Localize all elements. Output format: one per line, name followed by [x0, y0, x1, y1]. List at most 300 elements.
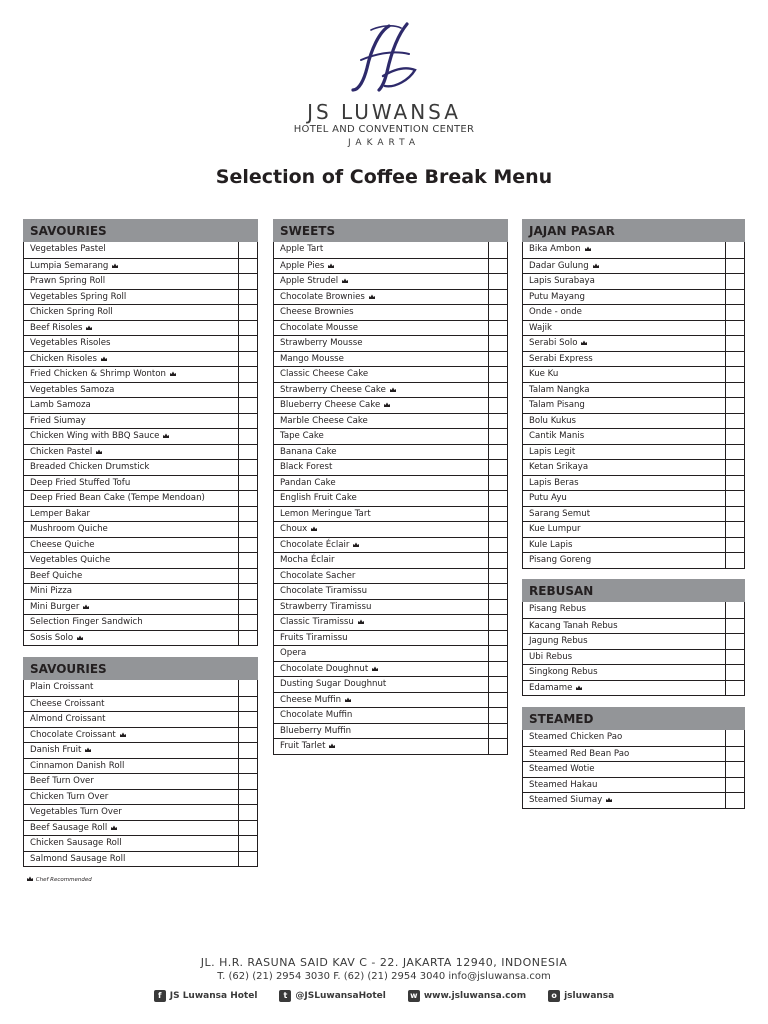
- menu-item: [24, 475, 257, 491]
- menu-item-label: Bika Ambon: [529, 244, 581, 254]
- menu-item-checkbox[interactable]: [725, 602, 744, 618]
- menu-item-name: [24, 242, 238, 258]
- menu-item: [274, 397, 507, 413]
- menu-item-checkbox[interactable]: [238, 790, 257, 805]
- menu-item-checkbox[interactable]: [238, 743, 257, 758]
- menu-item-name: [24, 538, 238, 553]
- menu-item-checkbox[interactable]: [488, 259, 507, 274]
- menu-item: [24, 537, 257, 553]
- menu-item-label: Chicken Wing with BBQ Sauce: [30, 431, 160, 441]
- menu-item-checkbox[interactable]: [238, 336, 257, 351]
- menu-item: [24, 459, 257, 475]
- menu-item-name: [24, 290, 238, 305]
- menu-item-checkbox[interactable]: [488, 522, 507, 537]
- menu-item-checkbox[interactable]: [725, 522, 744, 537]
- menu-item-label: Opera: [280, 648, 307, 658]
- section-header-rebusan: REBUSAN: [522, 579, 745, 602]
- menu-item: [24, 242, 257, 258]
- menu-item-label: Steamed Chicken Pao: [529, 732, 623, 742]
- menu-item-label: Deep Fried Stuffed Tofu: [30, 477, 131, 488]
- menu-item-checkbox[interactable]: [725, 762, 744, 777]
- menu-item-checkbox[interactable]: [488, 460, 507, 475]
- section-jajan-pasar: [522, 242, 745, 569]
- menu-item-label: Vegetables Turn Over: [30, 807, 122, 817]
- menu-item-checkbox[interactable]: [238, 274, 257, 289]
- menu-item-checkbox[interactable]: [238, 697, 257, 712]
- menu-item-checkbox[interactable]: [238, 383, 257, 398]
- menu-item-checkbox[interactable]: [238, 821, 257, 836]
- menu-item-label: Beef Turn Over: [30, 776, 94, 786]
- menu-item: [523, 459, 744, 475]
- menu-item-name: [274, 259, 488, 274]
- menu-item: [523, 777, 744, 793]
- menu-item-checkbox[interactable]: [488, 631, 507, 646]
- menu-item-name: [274, 693, 488, 708]
- menu-item-label: Pisang Goreng: [529, 555, 592, 565]
- menu-item-checkbox[interactable]: [238, 398, 257, 413]
- menu-item-name: [274, 274, 488, 289]
- menu-item-name: [24, 743, 238, 758]
- menu-item-label: Tape Cake: [280, 431, 324, 441]
- menu-item-name: [24, 728, 238, 743]
- page-title: Selection of Coffee Break Menu: [215, 166, 553, 188]
- menu-item-checkbox[interactable]: [725, 445, 744, 460]
- menu-item: [274, 568, 507, 584]
- menu-item-name: [523, 259, 725, 274]
- menu-item-checkbox[interactable]: [725, 305, 744, 320]
- menu-item-checkbox[interactable]: [725, 352, 744, 367]
- social-links: [0, 990, 768, 1002]
- brand-name: JS LUWANSA: [307, 100, 461, 124]
- chef-hat-icon: [82, 604, 90, 610]
- footer-contact: T. (62) (21) 2954 3030 F. (62) (21) 2954 3040 info@jsluwansa.com: [217, 971, 551, 982]
- menu-item-label: Lapis Beras: [529, 477, 579, 488]
- menu-item: [24, 552, 257, 568]
- menu-item-name: [523, 398, 725, 413]
- menu-item: [274, 707, 507, 723]
- facebook-icon: f: [154, 990, 166, 1002]
- menu-item-name: [24, 697, 238, 712]
- menu-item-checkbox[interactable]: [238, 305, 257, 320]
- menu-item-checkbox[interactable]: [488, 476, 507, 491]
- menu-item-label: Beef Quiche: [30, 570, 83, 581]
- menu-item: [24, 630, 257, 646]
- menu-item-label: Chocolate Tiramissu: [280, 586, 368, 596]
- menu-item-name: [523, 522, 725, 537]
- menu-item: [274, 304, 507, 320]
- menu-item-name: [274, 677, 488, 692]
- chef-hat-icon: [169, 371, 177, 377]
- menu-item-checkbox[interactable]: [488, 290, 507, 305]
- menu-item-name: [523, 352, 725, 367]
- menu-item-checkbox[interactable]: [488, 242, 507, 258]
- menu-item: [523, 680, 744, 696]
- menu-item: [24, 273, 257, 289]
- menu-item-name: [523, 778, 725, 793]
- menu-item-checkbox[interactable]: [725, 414, 744, 429]
- menu-item-label: Strawberry Cheese Cake: [280, 384, 386, 395]
- menu-item: [274, 630, 507, 646]
- menu-item-checkbox[interactable]: [725, 398, 744, 413]
- menu-item-label: Talam Nangka: [529, 384, 590, 395]
- menu-item-label: Mini Pizza: [30, 586, 73, 596]
- menu-item-name: [24, 383, 238, 398]
- menu-item-label: Chocolate Croissant: [30, 729, 116, 740]
- menu-item-checkbox[interactable]: [238, 445, 257, 460]
- menu-item-checkbox[interactable]: [488, 398, 507, 413]
- footer: [0, 956, 768, 1002]
- menu-item-checkbox[interactable]: [488, 445, 507, 460]
- menu-item-checkbox[interactable]: [238, 491, 257, 506]
- menu-item-label: Vegetables Risoles: [30, 338, 111, 348]
- menu-item-label: Beef Risoles: [30, 322, 83, 333]
- menu-item-name: [274, 414, 488, 429]
- menu-item-label: Fried Chicken & Shrimp Wonton: [30, 369, 166, 379]
- menu-item-label: Strawberry Mousse: [280, 338, 363, 348]
- menu-item: [24, 320, 257, 336]
- menu-item: [274, 645, 507, 661]
- menu-item-name: [274, 615, 488, 630]
- menu-item: [274, 475, 507, 491]
- menu-item: [523, 490, 744, 506]
- menu-item: [523, 649, 744, 665]
- menu-item-label: Chocolate Éclair: [280, 539, 350, 550]
- menu-item-name: [24, 759, 238, 774]
- menu-item-checkbox[interactable]: [488, 662, 507, 677]
- menu-item-checkbox[interactable]: [238, 259, 257, 274]
- menu-item-checkbox[interactable]: [238, 242, 257, 258]
- menu-item-checkbox[interactable]: [238, 759, 257, 774]
- menu-item-name: [24, 836, 238, 851]
- menu-item-label: Ubi Rebus: [529, 651, 573, 662]
- menu-item-name: [24, 414, 238, 429]
- menu-item-checkbox[interactable]: [488, 693, 507, 708]
- menu-item-checkbox[interactable]: [238, 367, 257, 382]
- social-website[interactable]: [408, 990, 526, 1002]
- menu-item-label: Sosis Solo: [30, 632, 74, 643]
- menu-item: [274, 351, 507, 367]
- menu-item-checkbox[interactable]: [238, 728, 257, 743]
- menu-item-label: Black Forest: [280, 462, 333, 472]
- menu-item-name: [274, 290, 488, 305]
- menu-item: [523, 428, 744, 444]
- menu-item-name: [523, 634, 725, 649]
- menu-item: [24, 680, 257, 696]
- menu-item-checkbox[interactable]: [238, 631, 257, 646]
- chef-hat-icon: [584, 246, 592, 252]
- menu-item: [274, 258, 507, 274]
- menu-item-checkbox[interactable]: [488, 553, 507, 568]
- column-left: [23, 219, 258, 646]
- menu-item: [523, 537, 744, 553]
- menu-item-name: [274, 476, 488, 491]
- menu-item-name: [24, 336, 238, 351]
- menu-item-name: [274, 522, 488, 537]
- menu-item-name: [523, 491, 725, 506]
- menu-item-name: [523, 367, 725, 382]
- menu-item-label: Ketan Srikaya: [529, 462, 589, 472]
- menu-item-checkbox[interactable]: [238, 460, 257, 475]
- menu-item-checkbox[interactable]: [488, 383, 507, 398]
- menu-item-label: Deep Fried Bean Cake (Tempe Mendoan): [30, 493, 205, 503]
- menu-item-checkbox[interactable]: [238, 290, 257, 305]
- menu-item: [24, 397, 257, 413]
- menu-item-name: [274, 569, 488, 584]
- chef-hat-icon: [119, 732, 127, 738]
- menu-item-checkbox[interactable]: [725, 538, 744, 553]
- menu-item-name: [24, 274, 238, 289]
- menu-item: [274, 459, 507, 475]
- menu-item-name: [24, 584, 238, 599]
- menu-item-checkbox[interactable]: [238, 352, 257, 367]
- menu-item-checkbox[interactable]: [238, 507, 257, 522]
- menu-item: [523, 521, 744, 537]
- menu-item: [24, 428, 257, 444]
- menu-item-name: [274, 383, 488, 398]
- menu-item-label: Apple Strudel: [280, 276, 339, 286]
- menu-item-name: [24, 553, 238, 568]
- menu-item-checkbox[interactable]: [238, 852, 257, 867]
- menu-item-checkbox[interactable]: [725, 681, 744, 696]
- section-header-savouries-pastry: SAVOURIES: [23, 657, 258, 680]
- menu-item: [523, 335, 744, 351]
- menu-item-checkbox[interactable]: [488, 274, 507, 289]
- menu-item: [274, 273, 507, 289]
- menu-item-checkbox[interactable]: [725, 242, 744, 258]
- menu-item-name: [523, 460, 725, 475]
- menu-item-label: Classic Cheese Cake: [280, 369, 369, 379]
- menu-item-name: [24, 352, 238, 367]
- menu-item-checkbox[interactable]: [488, 367, 507, 382]
- menu-item-label: Chocolate Muffin: [280, 710, 353, 720]
- menu-item-checkbox[interactable]: [238, 522, 257, 537]
- menu-item-checkbox[interactable]: [238, 553, 257, 568]
- menu-item-checkbox[interactable]: [238, 538, 257, 553]
- menu-item-checkbox[interactable]: [725, 429, 744, 444]
- social-instagram[interactable]: [548, 990, 614, 1002]
- menu-item-label: Chicken Spring Roll: [30, 307, 113, 317]
- menu-item: [24, 304, 257, 320]
- social-twitter[interactable]: [279, 990, 385, 1002]
- menu-item-name: [523, 553, 725, 568]
- menu-item-checkbox[interactable]: [725, 259, 744, 274]
- menu-item-checkbox[interactable]: [488, 336, 507, 351]
- section-header-steamed: STEAMED: [522, 707, 745, 730]
- menu-item-label: Strawberry Tiramissu: [280, 601, 372, 612]
- menu-item-checkbox[interactable]: [238, 680, 257, 696]
- menu-item-checkbox[interactable]: [238, 805, 257, 820]
- menu-item-checkbox[interactable]: [488, 507, 507, 522]
- menu-item-label: Kue Lumpur: [529, 524, 581, 534]
- menu-item-checkbox[interactable]: [238, 836, 257, 851]
- social-facebook-label: JS Luwansa Hotel: [169, 991, 258, 1001]
- menu-item-checkbox[interactable]: [725, 507, 744, 522]
- menu-item: [523, 320, 744, 336]
- menu-item-checkbox[interactable]: [488, 615, 507, 630]
- menu-item-label: Dusting Sugar Doughnut: [280, 679, 387, 689]
- menu-item-checkbox[interactable]: [725, 491, 744, 506]
- menu-item-checkbox[interactable]: [725, 321, 744, 336]
- menu-item: [24, 711, 257, 727]
- menu-item-checkbox[interactable]: [238, 476, 257, 491]
- menu-item-label: Blueberry Cheese Cake: [280, 400, 381, 410]
- menu-item-name: [274, 724, 488, 739]
- chef-hat-icon: [592, 263, 600, 269]
- menu-item-name: [274, 507, 488, 522]
- menu-item: [274, 738, 507, 754]
- menu-item: [24, 773, 257, 789]
- menu-item-checkbox[interactable]: [725, 336, 744, 351]
- menu-item-name: [24, 821, 238, 836]
- menu-item-checkbox[interactable]: [725, 290, 744, 305]
- menu-item: [24, 614, 257, 630]
- menu-item-checkbox[interactable]: [488, 538, 507, 553]
- menu-item: [523, 506, 744, 522]
- menu-item-checkbox[interactable]: [725, 383, 744, 398]
- instagram-icon: o: [548, 990, 560, 1002]
- section-header-savouries: SAVOURIES: [23, 219, 258, 242]
- menu-item: [274, 289, 507, 305]
- chef-hat-icon: [310, 526, 318, 532]
- menu-item-name: [274, 491, 488, 506]
- menu-item: [24, 382, 257, 398]
- menu-item-label: Kacang Tanah Rebus: [529, 620, 618, 631]
- menu-item-name: [523, 730, 725, 746]
- menu-item-checkbox[interactable]: [725, 793, 744, 808]
- menu-item-checkbox[interactable]: [488, 491, 507, 506]
- menu-item-checkbox[interactable]: [488, 569, 507, 584]
- chef-hat-icon: [341, 278, 349, 284]
- menu-item-label: Classic Tiramissu: [280, 617, 354, 627]
- menu-item-name: [523, 793, 725, 808]
- menu-item-checkbox[interactable]: [488, 321, 507, 336]
- column-right-rebusan: [522, 579, 745, 696]
- menu-item-checkbox[interactable]: [725, 460, 744, 475]
- menu-item-name: [274, 646, 488, 661]
- menu-item-checkbox[interactable]: [725, 274, 744, 289]
- menu-item: [24, 742, 257, 758]
- menu-item-name: [24, 631, 238, 646]
- menu-item-checkbox[interactable]: [238, 584, 257, 599]
- menu-item-checkbox[interactable]: [238, 321, 257, 336]
- menu-item-checkbox[interactable]: [238, 429, 257, 444]
- menu-item: [523, 475, 744, 491]
- section-rebusan: [522, 602, 745, 696]
- chef-hat-icon: [26, 876, 34, 882]
- menu-item-label: Chicken Turn Over: [30, 791, 109, 802]
- social-twitter-label: @JSLuwansaHotel: [295, 991, 386, 1001]
- menu-item-name: [523, 538, 725, 553]
- menu-item-checkbox[interactable]: [488, 429, 507, 444]
- menu-item-checkbox[interactable]: [488, 352, 507, 367]
- menu-item-label: Prawn Spring Roll: [30, 276, 106, 286]
- menu-item-label: Lemon Meringue Tart: [280, 508, 371, 519]
- menu-item-label: Fried Siumay: [30, 415, 86, 426]
- menu-item-checkbox[interactable]: [238, 414, 257, 429]
- menu-item-checkbox[interactable]: [488, 646, 507, 661]
- menu-item-name: [274, 600, 488, 615]
- menu-item-checkbox[interactable]: [725, 367, 744, 382]
- menu-item-label: Lemper Bakar: [30, 508, 91, 519]
- menu-item: [523, 730, 744, 746]
- menu-item-label: Chocolate Mousse: [280, 322, 359, 333]
- chef-hat-icon: [85, 325, 93, 331]
- legend: [23, 876, 92, 883]
- menu-item-name: [274, 242, 488, 258]
- menu-item-checkbox[interactable]: [488, 708, 507, 723]
- menu-item-checkbox[interactable]: [238, 569, 257, 584]
- menu-item-checkbox[interactable]: [725, 778, 744, 793]
- menu-item-checkbox[interactable]: [488, 677, 507, 692]
- menu-item-label: Lapis Legit: [529, 446, 576, 457]
- menu-item-checkbox[interactable]: [725, 553, 744, 568]
- menu-item-checkbox[interactable]: [488, 600, 507, 615]
- menu-item-name: [274, 305, 488, 320]
- menu-item-checkbox[interactable]: [238, 712, 257, 727]
- menu-item-label: Bolu Kukus: [529, 415, 577, 426]
- menu-item-checkbox[interactable]: [725, 665, 744, 680]
- menu-item-checkbox[interactable]: [725, 619, 744, 634]
- chef-hat-icon: [357, 619, 365, 625]
- menu-item-label: Talam Pisang: [529, 400, 585, 410]
- chef-hat-icon: [575, 685, 583, 691]
- legend-label: Chef Recommended: [35, 877, 92, 883]
- menu-item-label: Cinnamon Danish Roll: [30, 760, 125, 771]
- chef-hat-icon: [100, 356, 108, 362]
- menu-item-checkbox[interactable]: [725, 476, 744, 491]
- menu-item-name: [24, 680, 238, 696]
- menu-item-checkbox[interactable]: [725, 634, 744, 649]
- menu-item-checkbox[interactable]: [238, 615, 257, 630]
- menu-item-checkbox[interactable]: [488, 414, 507, 429]
- menu-item-name: [523, 747, 725, 762]
- menu-item-checkbox[interactable]: [488, 305, 507, 320]
- menu-item: [274, 537, 507, 553]
- social-facebook[interactable]: [154, 990, 258, 1002]
- hotel-logo: [0, 20, 768, 148]
- menu-item: [523, 552, 744, 568]
- menu-item-checkbox[interactable]: [725, 650, 744, 665]
- menu-item-checkbox[interactable]: [725, 747, 744, 762]
- twitter-icon: t: [279, 990, 291, 1002]
- menu-item-checkbox[interactable]: [488, 739, 507, 754]
- menu-item: [523, 304, 744, 320]
- menu-item-checkbox[interactable]: [238, 774, 257, 789]
- menu-item-name: [523, 602, 725, 618]
- menu-item-label: Marble Cheese Cake: [280, 415, 368, 426]
- social-instagram-label: jsluwansa: [564, 991, 615, 1001]
- menu-item-name: [274, 739, 488, 754]
- menu-item-label: Kue Ku: [529, 369, 559, 379]
- menu-item: [523, 273, 744, 289]
- menu-item-label: Almond Croissant: [30, 714, 106, 724]
- menu-item-checkbox[interactable]: [238, 600, 257, 615]
- chef-hat-icon: [383, 402, 391, 408]
- menu-item-name: [24, 305, 238, 320]
- menu-item-name: [523, 290, 725, 305]
- menu-item-name: [523, 383, 725, 398]
- menu-item-label: Apple Tart: [280, 244, 324, 254]
- menu-item-checkbox[interactable]: [725, 730, 744, 746]
- menu-item-name: [24, 460, 238, 475]
- menu-item-label: Pandan Cake: [280, 477, 336, 488]
- menu-item-label: Vegetables Pastel: [30, 244, 106, 254]
- menu-item-checkbox[interactable]: [488, 584, 507, 599]
- menu-item-label: Apple Pies: [280, 260, 325, 271]
- menu-item-label: Salmond Sausage Roll: [30, 853, 126, 864]
- menu-item-checkbox[interactable]: [488, 724, 507, 739]
- menu-item-label: Chocolate Sacher: [280, 570, 356, 581]
